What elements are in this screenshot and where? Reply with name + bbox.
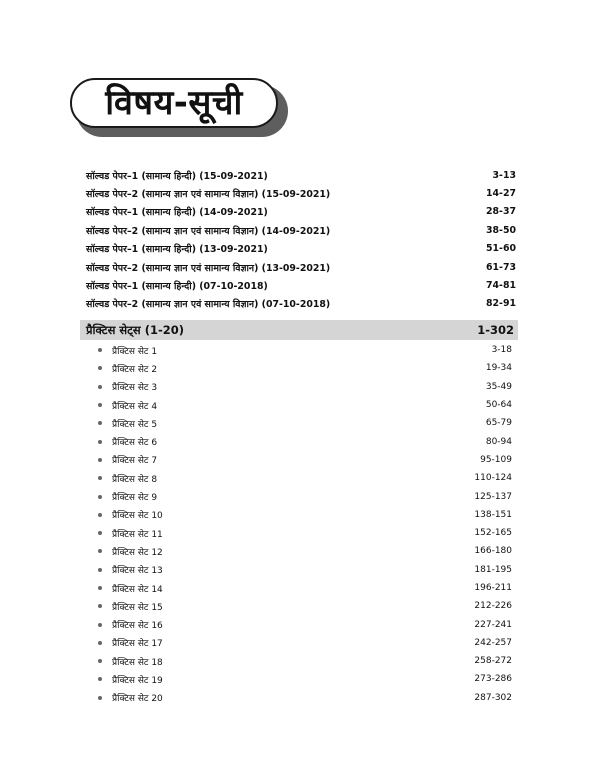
solved-paper-entry xyxy=(86,221,516,239)
practice-set-entry xyxy=(96,524,512,542)
practice-sets-section-header xyxy=(80,320,518,340)
practice-set-label: प्रैक्टिस सेट 12 xyxy=(112,547,163,558)
bullet-icon xyxy=(98,604,102,608)
bullet-icon xyxy=(98,403,102,407)
solved-paper-pages: 74-81 xyxy=(486,280,516,292)
practice-set-pages: 181-195 xyxy=(474,564,512,575)
practice-sets-section-pages: 1-302 xyxy=(477,323,514,337)
practice-set-pages: 95-109 xyxy=(480,454,512,465)
practice-set-pages: 152-165 xyxy=(474,528,512,539)
solved-paper-label: सॉल्वड पेपर–2 (सामान्य ज्ञान एवं सामान्य विज्ञान) (15-09-2021) xyxy=(86,189,331,201)
bullet-icon xyxy=(98,623,102,627)
solved-paper-pages: 3-13 xyxy=(492,169,516,181)
practice-set-entry xyxy=(96,652,512,670)
practice-set-label: प्रैक्टिस सेट 16 xyxy=(112,621,163,632)
practice-set-label: प्रैक्टिस सेट 5 xyxy=(112,419,158,430)
solved-paper-label: सॉल्वड पेपर–2 (सामान्य ज्ञान एवं सामान्य विज्ञान) (14-09-2021) xyxy=(86,225,331,237)
practice-set-entry xyxy=(96,359,512,377)
practice-set-pages: 50-64 xyxy=(485,400,512,411)
practice-set-label: प्रैक्टिस सेट 15 xyxy=(112,602,163,613)
bullet-icon xyxy=(98,476,102,480)
solved-paper-entry xyxy=(86,184,516,202)
practice-sets-section-title: प्रैक्टिस सेट्स (1-20) xyxy=(86,322,185,337)
solved-paper-label: सॉल्वड पेपर–2 (सामान्य ज्ञान एवं सामान्य विज्ञान) (13-09-2021) xyxy=(86,262,331,274)
solved-paper-pages: 51-60 xyxy=(486,243,516,255)
solved-paper-entry xyxy=(86,166,516,184)
bullet-icon xyxy=(98,495,102,499)
solved-paper-entry xyxy=(86,203,516,221)
practice-set-pages: 19-34 xyxy=(485,363,512,374)
practice-set-label: प्रैक्टिस सेट 14 xyxy=(112,584,163,595)
bullet-icon xyxy=(98,440,102,444)
solved-paper-pages: 61-73 xyxy=(486,261,516,273)
practice-set-label: प्रैक्टिस सेट 18 xyxy=(112,657,163,668)
practice-set-entry xyxy=(96,341,512,359)
practice-set-label: प्रैक्टिस सेट 8 xyxy=(112,474,158,485)
practice-set-pages: 273-286 xyxy=(474,674,512,685)
bullet-icon xyxy=(98,366,102,370)
solved-paper-label: सॉल्वड पेपर–1 (सामान्य हिन्दी) (14-09-2021) xyxy=(86,207,268,219)
practice-set-label: प्रैक्टिस सेट 4 xyxy=(112,401,158,412)
practice-set-pages: 242-257 xyxy=(474,637,512,648)
practice-set-pages: 166-180 xyxy=(474,546,512,557)
practice-set-label: प्रैक्टिस सेट 19 xyxy=(112,675,163,686)
practice-set-entry xyxy=(96,469,512,487)
solved-paper-pages: 38-50 xyxy=(486,224,516,236)
practice-set-entry xyxy=(96,579,512,597)
solved-papers-list xyxy=(86,166,516,313)
practice-set-pages: 35-49 xyxy=(485,381,512,392)
solved-paper-entry xyxy=(86,240,516,258)
practice-set-pages: 287-302 xyxy=(474,692,512,703)
practice-set-label: प्रैक्टिस सेट 3 xyxy=(112,383,158,394)
solved-paper-label: सॉल्वड पेपर–1 (सामान्य हिन्दी) (07-10-2018) xyxy=(86,281,268,293)
solved-paper-entry xyxy=(86,276,516,294)
practice-set-entry xyxy=(96,506,512,524)
bullet-icon xyxy=(98,641,102,645)
bullet-icon xyxy=(98,458,102,462)
practice-set-entry xyxy=(96,615,512,633)
solved-paper-entry xyxy=(86,258,516,276)
title-badge-pill xyxy=(70,78,278,128)
bullet-icon xyxy=(98,421,102,425)
practice-set-label: प्रैक्टिस सेट 10 xyxy=(112,511,163,522)
bullet-icon xyxy=(98,696,102,700)
practice-set-pages: 227-241 xyxy=(474,619,512,630)
bullet-icon xyxy=(98,385,102,389)
page-title: विषय-सूची xyxy=(105,83,243,123)
practice-set-entry xyxy=(96,634,512,652)
practice-set-pages: 65-79 xyxy=(485,418,512,429)
practice-set-entry xyxy=(96,689,512,707)
practice-set-pages: 196-211 xyxy=(474,583,512,593)
practice-set-entry xyxy=(96,561,512,579)
solved-paper-label: सॉल्वड पेपर–2 (सामान्य ज्ञान एवं सामान्य विज्ञान) (07-10-2018) xyxy=(86,299,331,311)
solved-paper-entry xyxy=(86,295,516,313)
practice-set-pages: 138-151 xyxy=(474,509,512,520)
bullet-icon xyxy=(98,549,102,553)
practice-set-label: प्रैक्टिस सेट 7 xyxy=(112,456,158,467)
practice-set-label: प्रैक्टिस सेट 9 xyxy=(112,493,158,504)
practice-set-entry xyxy=(96,451,512,469)
practice-set-label: प्रैक्टिस सेट 20 xyxy=(112,694,163,705)
bullet-icon xyxy=(98,531,102,535)
practice-set-pages: 258-272 xyxy=(474,656,512,667)
practice-set-entry xyxy=(96,414,512,432)
practice-set-pages: 80-94 xyxy=(485,436,512,447)
bullet-icon xyxy=(98,659,102,663)
bullet-icon xyxy=(98,568,102,572)
page-title-badge xyxy=(70,78,292,138)
practice-set-pages: 125-137 xyxy=(474,491,512,502)
practice-set-entry xyxy=(96,542,512,560)
practice-set-entry xyxy=(96,378,512,396)
practice-set-pages: 110-124 xyxy=(474,473,512,484)
practice-set-entry xyxy=(96,396,512,414)
practice-set-pages: 3-18 xyxy=(491,345,512,356)
solved-paper-pages: 28-37 xyxy=(486,206,516,218)
practice-set-entry xyxy=(96,432,512,450)
practice-set-entry xyxy=(96,670,512,688)
practice-set-label: प्रैक्टिस सेट 13 xyxy=(112,566,163,577)
practice-set-label: प्रैक्टिस सेट 2 xyxy=(112,364,158,375)
bullet-icon xyxy=(98,348,102,352)
practice-set-pages: 212-226 xyxy=(474,601,512,612)
practice-set-label: प्रैक्टिस सेट 6 xyxy=(112,438,158,449)
bullet-icon xyxy=(98,586,102,590)
practice-set-entry xyxy=(96,597,512,615)
practice-set-label: प्रैक्टिस सेट 11 xyxy=(112,529,163,540)
solved-paper-label: सॉल्वड पेपर–1 (सामान्य हिन्दी) (15-09-2021) xyxy=(86,170,268,182)
solved-paper-pages: 82-91 xyxy=(486,298,516,310)
practice-set-label: प्रैक्टिस सेट 17 xyxy=(112,639,163,650)
bullet-icon xyxy=(98,677,102,681)
practice-sets-list xyxy=(96,341,512,707)
bullet-icon xyxy=(98,513,102,517)
practice-set-label: प्रैक्टिस सेट 1 xyxy=(112,346,158,357)
solved-paper-pages: 14-27 xyxy=(486,188,516,200)
practice-set-entry xyxy=(96,487,512,505)
solved-paper-label: सॉल्वड पेपर–1 (सामान्य हिन्दी) (13-09-2021) xyxy=(86,244,268,256)
